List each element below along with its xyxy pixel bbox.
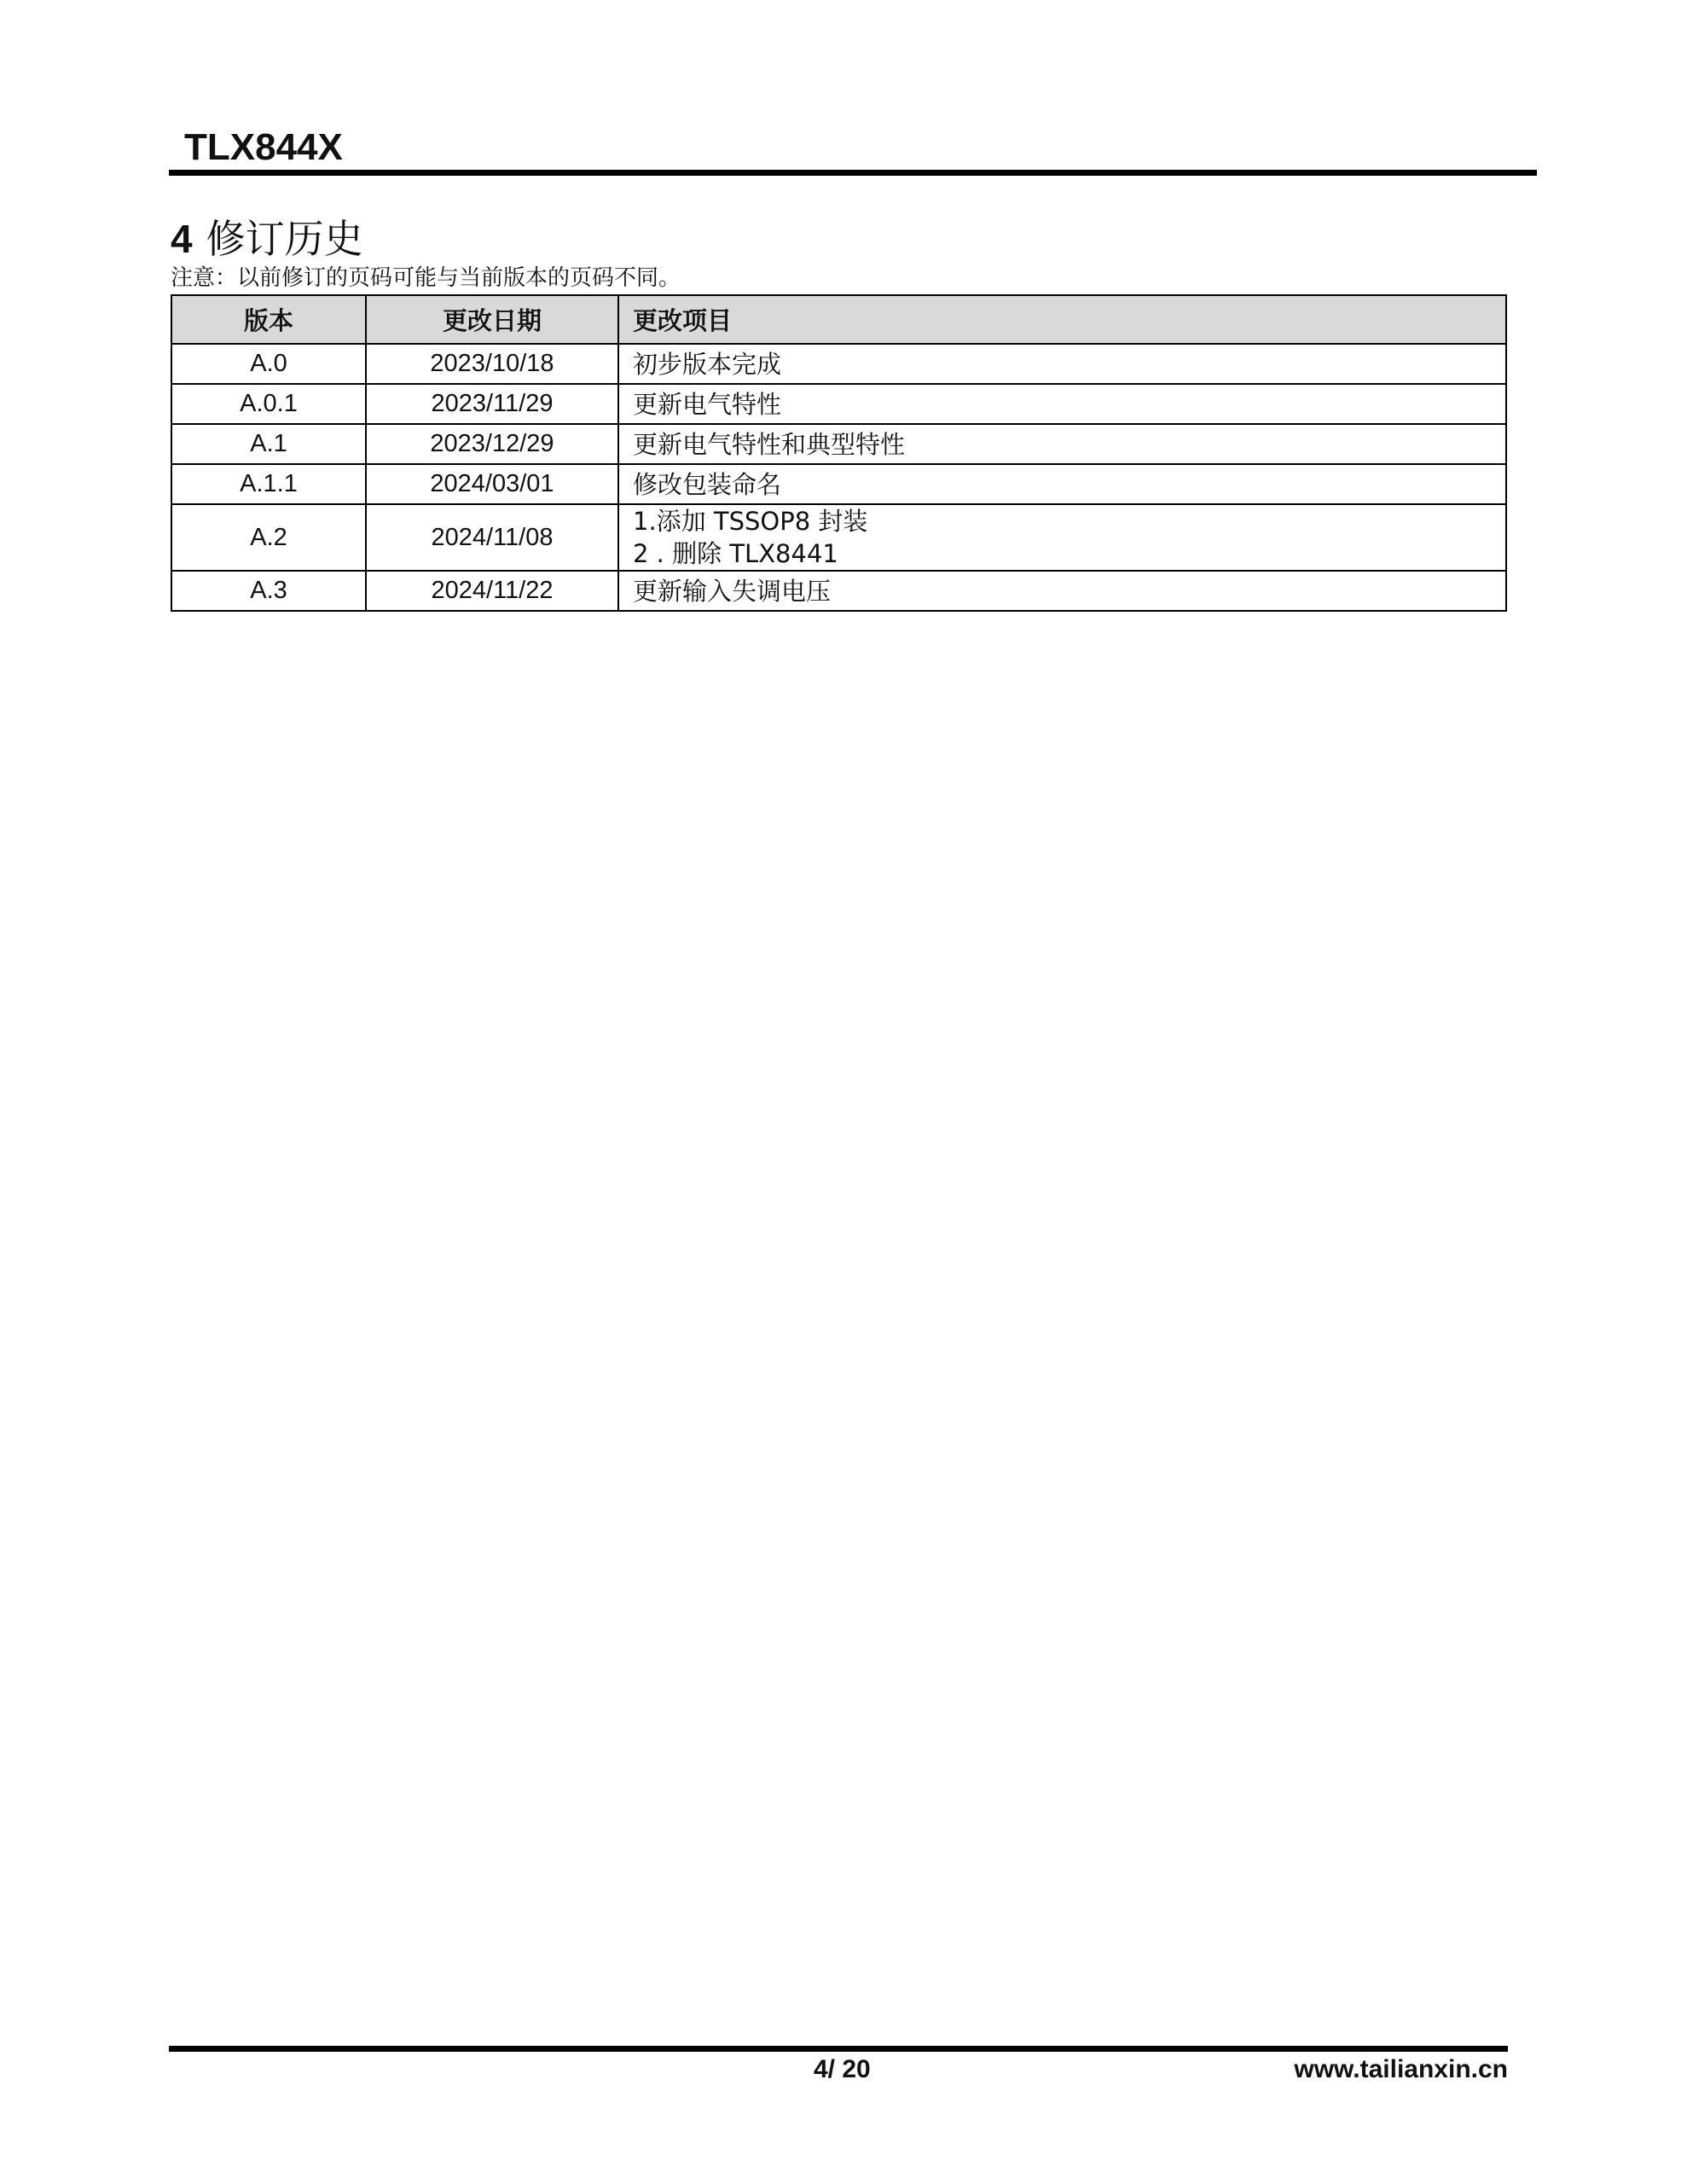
header-divider [169, 170, 1537, 176]
section-title: 修订历史 [206, 216, 363, 262]
version-cell: A.1.1 [171, 464, 366, 504]
version-cell: A.3 [171, 571, 366, 611]
revision-note: 注意：以前修订的页码可能与当前版本的页码不同。 [171, 265, 681, 291]
change-item: 更新电气特性和典型特性 [633, 429, 906, 459]
column-header-changes: 更改项目 [618, 295, 1506, 344]
table-row [171, 424, 1506, 464]
revision-history-table [171, 294, 1507, 612]
changes-cell [618, 384, 1506, 424]
changes-cell [618, 464, 1506, 504]
section-number: 4 [171, 217, 193, 261]
website-url: www.tailianxin.cn [1294, 2055, 1508, 2083]
version-cell: A.0.1 [171, 384, 366, 424]
changes-cell [618, 504, 1506, 571]
version-cell: A.0 [171, 344, 366, 384]
change-item: 1.添加 TSSOP8 封装 [633, 507, 868, 536]
changes-cell [618, 344, 1506, 384]
document-title: TLX844X [184, 126, 343, 168]
date-cell: 2024/11/08 [366, 504, 618, 571]
change-item: 更新电气特性 [633, 389, 782, 419]
date-cell: 2024/11/22 [366, 571, 618, 611]
version-cell: A.2 [171, 504, 366, 571]
change-item: 2 . 删除 TLX8441 [633, 539, 838, 568]
column-header-date: 更改日期 [366, 295, 618, 344]
change-item: 修改包装命名 [633, 469, 782, 499]
table-row [171, 464, 1506, 504]
change-item: 更新输入失调电压 [633, 576, 832, 606]
date-cell: 2023/11/29 [366, 384, 618, 424]
date-cell: 2023/12/29 [366, 424, 618, 464]
table-row [171, 384, 1506, 424]
changes-cell [618, 571, 1506, 611]
version-cell: A.1 [171, 424, 366, 464]
table-row [171, 504, 1506, 571]
changes-cell [618, 424, 1506, 464]
table-header-row [171, 295, 1506, 344]
section-heading [171, 208, 363, 264]
date-cell: 2024/03/01 [366, 464, 618, 504]
table-row [171, 571, 1506, 611]
change-item: 初步版本完成 [633, 349, 782, 379]
page-number: 4/ 20 [814, 2055, 871, 2083]
table-row [171, 344, 1506, 384]
footer-divider [169, 2046, 1508, 2052]
date-cell: 2023/10/18 [366, 344, 618, 384]
column-header-version: 版本 [171, 295, 366, 344]
